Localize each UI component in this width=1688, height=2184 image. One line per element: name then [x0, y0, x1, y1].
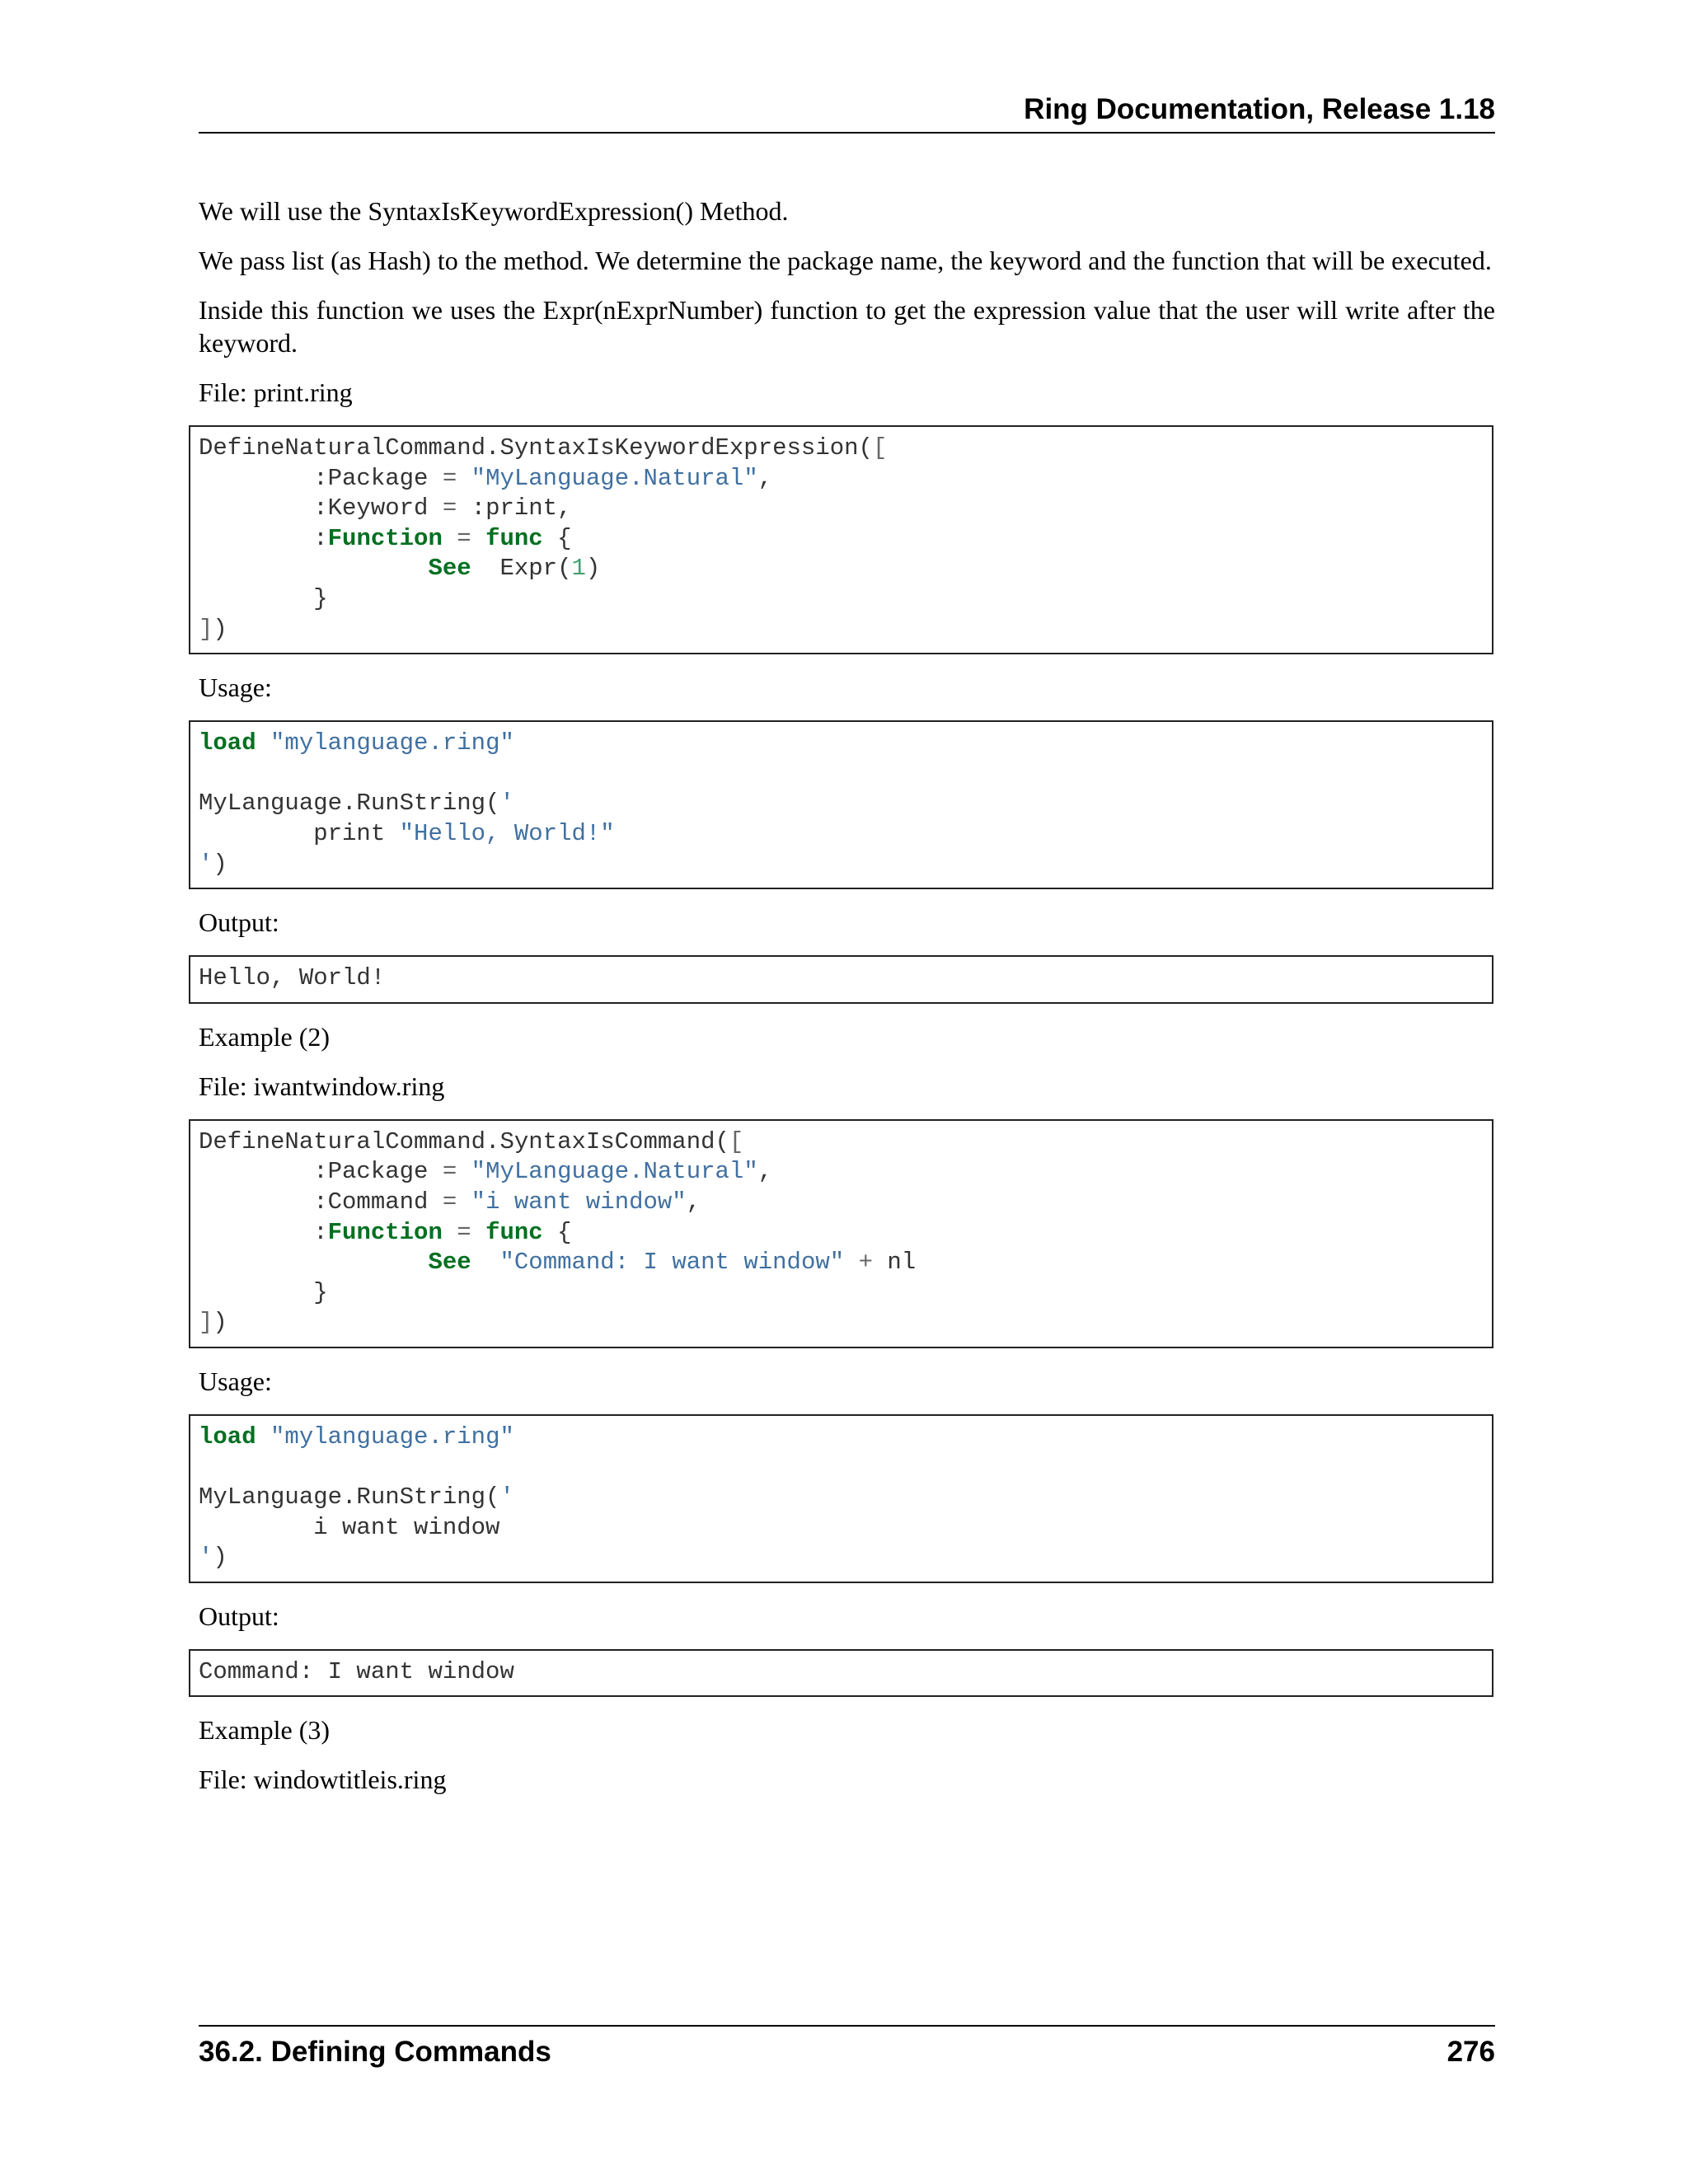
- code-block-usage-2: [189, 1414, 1493, 1583]
- output-text: Command: I want window: [199, 1657, 514, 1685]
- code-block-iwantwindow-ring: [189, 1119, 1493, 1348]
- code-line: :Function = func {: [199, 1218, 572, 1246]
- output-block-2: [189, 1649, 1493, 1698]
- code-line: :Command = "i want window",: [199, 1188, 701, 1216]
- page-header: [199, 92, 1495, 134]
- code-line: ]): [199, 1309, 227, 1337]
- output-label: Output:: [199, 1601, 279, 1631]
- code-block-usage-1: [189, 720, 1493, 889]
- paragraph: Inside this function we uses the Expr(nExprNumber) function to get the expression value that the user will write after the keyword.: [199, 295, 1495, 358]
- code-line: :Package = "MyLanguage.Natural",: [199, 464, 773, 492]
- code-line: DefineNaturalCommand.SyntaxIsKeywordExpression([: [199, 434, 888, 462]
- page-content: [199, 194, 1495, 1796]
- footer-section-title: 36.2. Defining Commands: [199, 2036, 551, 2068]
- code-line: :Package = "MyLanguage.Natural",: [199, 1158, 773, 1186]
- code-line: print "Hello, World!": [199, 819, 615, 847]
- code-line: load "mylanguage.ring": [199, 1422, 514, 1451]
- output-label: Output:: [199, 907, 279, 938]
- code-line: :Keyword = :print,: [199, 494, 572, 523]
- code-block-print-ring: [189, 425, 1493, 654]
- code-line: '): [199, 1544, 227, 1572]
- page-footer: [199, 2025, 1495, 2068]
- output-block-1: [189, 955, 1493, 1004]
- code-line: See Expr(1): [428, 555, 601, 583]
- paragraph: We pass list (as Hash) to the method. We determine the package name, the keyword and the function that will be executed.: [199, 246, 1492, 275]
- code-line: MyLanguage.RunString(': [199, 790, 514, 818]
- code-line: '): [199, 850, 227, 878]
- example-heading: Example (3): [199, 1715, 331, 1746]
- document-page: [199, 0, 1495, 2184]
- header-title: Ring Documentation, Release 1.18: [1024, 93, 1495, 125]
- file-label: File: print.ring: [199, 377, 353, 407]
- output-text: Hello, World!: [199, 964, 386, 992]
- code-line: }: [199, 584, 328, 612]
- code-line: }: [199, 1278, 328, 1306]
- code-line: i want window: [199, 1513, 500, 1541]
- footer-page-number: 276: [1447, 2036, 1495, 2068]
- file-label: File: iwantwindow.ring: [199, 1071, 445, 1101]
- usage-label: Usage:: [199, 1366, 272, 1396]
- code-line: See "Command: I want window" + nl: [428, 1249, 917, 1277]
- example-heading: Example (2): [199, 1021, 331, 1052]
- code-line: :Function = func {: [199, 524, 572, 552]
- usage-label: Usage:: [199, 673, 272, 703]
- paragraph: We will use the SyntaxIsKeywordExpression() Method.: [199, 196, 789, 226]
- code-line: DefineNaturalCommand.SyntaxIsCommand([: [199, 1127, 744, 1155]
- code-line: ]): [199, 615, 227, 643]
- code-line: MyLanguage.RunString(': [199, 1483, 514, 1511]
- file-label: File: windowtitleis.ring: [199, 1765, 447, 1795]
- code-line: load "mylanguage.ring": [199, 729, 514, 757]
